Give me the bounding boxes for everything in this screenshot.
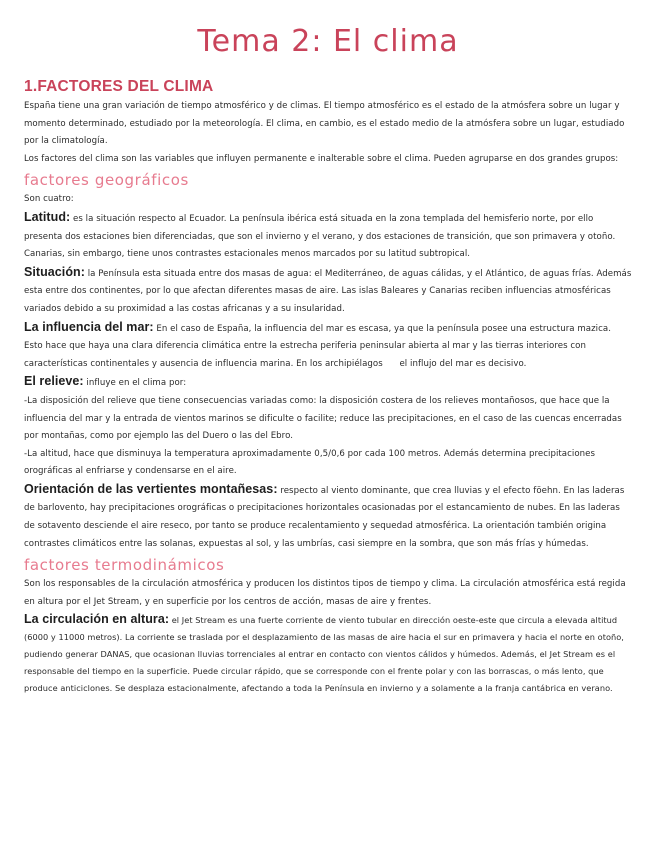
latitud-paragraph <box>24 209 632 264</box>
circulacion-text: el Jet Stream es una fuerte corriente de viento tubular en dirección oeste-este que circula a elevada altitud (6000 y 11000 metros). La corriente se traslada por el desplazamiento de las masas de aire hacia el sur en primavera y hacia el norte en otoño, pudiendo generar DANAS, que ocasionan lluvias torrenciales al entrar en contacto con vientos cálidos y húmedos. Además, el Jet Stream es el responsable del tiempo en la superficie. Puede circular rápido, que se corresponde con el frente polar y con las borrascas, o más lento, que produce anticiclones. Se desplaza estacionalmente, afectando a toda la Península en invierno y a solamente a la franja cantábrica en verano. <box>24 615 624 694</box>
relieve-text: influye en el clima por: <box>83 378 187 389</box>
relieve-disposicion-paragraph: -La disposición del relieve que tiene consecuencias variadas como: la disposición costera de los relieves montañosos, que hace que la influencia del mar y la entrada de vientos marinos se dificulte o facilite; reduce las precipitaciones, en el caso de las cuencas encerradas por montañas, como por ejemplo las del Duero o las del Ebro. <box>24 395 622 442</box>
mar-label: La influencia del mar: <box>24 319 154 334</box>
section-heading-factores-del-clima: 1.FACTORES DEL CLIMA <box>24 78 214 95</box>
situacion-text: la Península esta situada entre dos masas de agua: el Mediterráneo, de aguas cálidas, y el Atlántico, de aguas frías. Además esta entre dos continentes, por lo que afectan diferentes masas de aire. Las islas Baleares y Canarias reciben influencias atmosféricas variados debido a su proximidad a las costas africanas y a su insularidad. <box>24 268 632 314</box>
orientacion-label: Orientación de las vertientes montañesas: <box>24 481 278 496</box>
subheading-factores-geograficos: factores geográficos <box>24 171 189 190</box>
situacion-paragraph <box>24 264 632 319</box>
relieve-altitud-paragraph: -La altitud, hace que disminuya la temperatura aproximadamente 0,5/0,6 por cada 100 metros. Además determina precipitaciones orográficas al enfriarse y condensarse en el aire. <box>24 448 595 477</box>
latitud-text: es la situación respecto al Ecuador. La península ibérica está situada en la zona templada del hemisferio norte, por ello presenta dos estaciones bien diferenciadas, que son el invierno y el verano, y dos estaciones de transición, que son primavera y otoño. Canarias, sin embargo, tiene unos contrastes estacionales menos marcados por su latitud subtropical. <box>24 213 616 260</box>
subheading-factores-termodinamicos: factores termodinámicos <box>24 556 225 575</box>
mar-paragraph <box>24 319 632 374</box>
circulacion-paragraph <box>24 611 632 697</box>
geo-count-text: Son cuatro: <box>24 194 74 205</box>
circulacion-label: La circulación en altura: <box>24 612 170 627</box>
relieve-label: El relieve: <box>24 374 84 389</box>
orientacion-text: respecto al viento dominante, que crea lluvias y el efecto föehn. En las laderas de barlovento, hay precipitaciones orográficas o precipitaciones horizontales ocasionadas por el estancamiento de nubes. En las laderas de sotavento desciende el aire reseco, por tanto se produce recalentamiento y sequedad atmosférica. La orientación también origina contrastes climáticos entre las solanas, expuestas al sol, y las umbrías, casi siempre en la sombra, que son más frías y húmedas. <box>24 485 625 549</box>
situacion-label: Situación: <box>24 264 85 279</box>
termo-intro-paragraph: Son los responsables de la circulación atmosférica y producen los distintos tipos de tiempo y clima. La circulación atmosférica está regida en altura por el Jet Stream, y en superficie por los centros de acción, masas de aire y frentes. <box>24 579 626 607</box>
latitud-label: Latitud: <box>24 209 71 224</box>
orientacion-paragraph <box>24 481 632 553</box>
page-title: Tema 2: El clima <box>197 24 459 59</box>
intro-paragraph: España tiene una gran variación de tiempo atmosférico y de climas. El tiempo atmosférico es el estado de la atmósfera sobre un lugar y momento determinado, estudiado por la meteorología. El clima, en cambio, es el estado medio de la atmósfera sobre un lugar, estudiado por la climatología. <box>24 101 625 147</box>
intro-paragraph-2: Los factores del clima son las variables que influyen permanente e inalterable sobre el clima. Pueden agruparse en dos grandes grupos: <box>24 153 619 164</box>
mar-text: En el caso de España, la influencia del mar es escasa, ya que la península posee una estructura mazica. Esto hace que haya una clara diferencia climática entre la estrecha periferia peninsular abierta al mar y las tierras interiores con características continentales y ausencia de influencia marina. En los archipiélagos el influjo del mar es decisivo. <box>24 323 614 369</box>
relieve-paragraph <box>24 373 632 393</box>
